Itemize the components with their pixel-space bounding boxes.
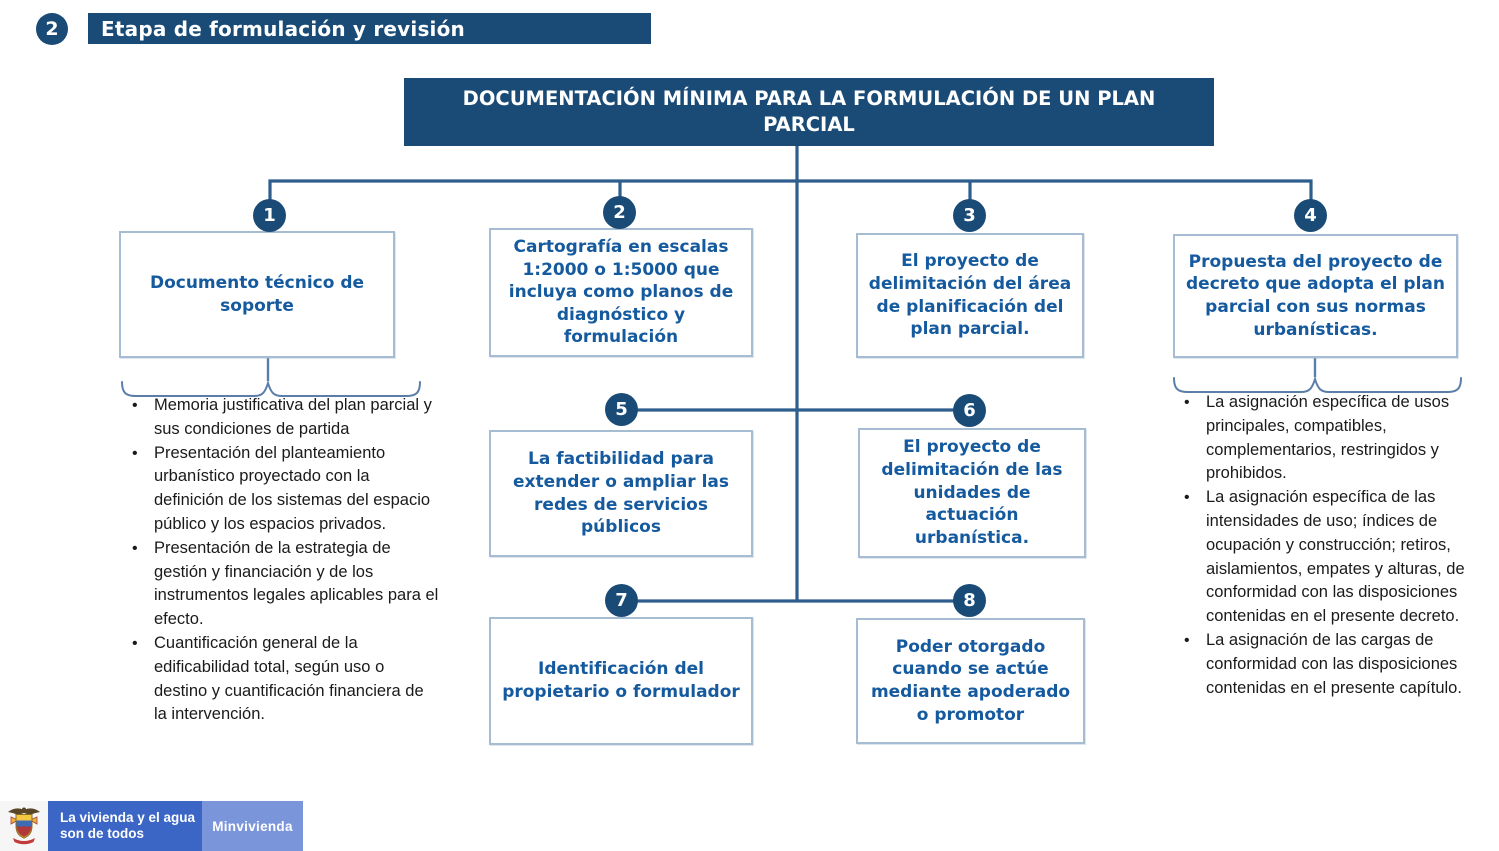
colombia-coat-of-arms-icon <box>6 805 42 847</box>
list-item: • La asignación específica de usos principales, compatibles, complementarios, restringidos y prohibidos. <box>1176 391 1482 486</box>
bullet-icon <box>1184 486 1190 510</box>
diagram-title: DOCUMENTACIÓN MÍNIMA PARA LA FORMULACIÓN DE UN PLAN PARCIAL <box>462 86 1156 136</box>
node-8-label: Poder otorgado cuando se actúe mediante apoderado o promotor <box>870 636 1071 725</box>
bullet-icon <box>132 632 138 656</box>
detail-list-right <box>1176 391 1482 700</box>
list-item: • Memoria justificativa del plan parcial y sus condiciones de partida <box>124 394 440 442</box>
node-6-box <box>858 428 1086 558</box>
node-6-label: El proyecto de delimitación de las unidades de actuación urbanística. <box>881 437 1063 548</box>
ministry-name: Minvivienda <box>212 818 293 834</box>
footer-ministry-block <box>202 801 303 851</box>
list-item: • La asignación específica de las intensidades de uso; índices de ocupación y construcción; retiros, aislamientos, empates y alturas, de conformidad con las disposiciones contenidas en el presente decreto. <box>1176 486 1482 629</box>
node-1-circle: 1 <box>253 199 286 232</box>
slogan-line-2: son de todos <box>60 826 144 841</box>
node-3-label: El proyecto de delimitación del área de planificación del plan parcial. <box>868 251 1072 340</box>
top-bar-line <box>270 181 1311 200</box>
bullet-icon <box>132 442 138 466</box>
bullet-icon <box>1184 391 1190 415</box>
node-2-label: Cartografía en escalas 1:2000 o 1:5000 que incluya como planos de diagnóstico y formulación <box>508 236 734 348</box>
node-8-circle: 8 <box>953 584 986 617</box>
footer-logo-block <box>0 801 48 851</box>
node-7-label: Identificación del propietario o formulador <box>502 659 740 702</box>
footer-slogan-block <box>48 801 202 851</box>
bullet-icon <box>132 394 138 418</box>
node-1-label: Documento técnico de soporte <box>149 272 365 316</box>
node-7-circle: 7 <box>605 584 638 617</box>
node-4-label: Propuesta del proyecto de decreto que adopta el plan parcial con sus normas urbanísticas. <box>1186 251 1445 340</box>
node-3-box <box>856 233 1084 358</box>
diagram-title-box <box>404 78 1214 146</box>
list-item: • Cuantificación general de la edificabilidad total, según uso o destino y cuantificación financiera de la intervención. <box>124 632 440 727</box>
node-7-box <box>489 617 753 745</box>
node-2-circle: 2 <box>603 196 636 229</box>
node-6-circle: 6 <box>953 394 986 427</box>
bullet-icon <box>132 537 138 561</box>
step-number-badge: 2 <box>36 13 68 45</box>
right-brace <box>1174 378 1461 392</box>
node-4-box <box>1173 234 1458 358</box>
node-3-circle: 3 <box>953 199 986 232</box>
stage-title-bar <box>88 13 651 44</box>
list-item: • La asignación de las cargas de conformidad con las disposiciones contenidas en el presente capítulo. <box>1176 629 1482 700</box>
detail-list-left <box>124 394 440 727</box>
node-5-label: La factibilidad para extender o ampliar las redes de servicios públicos <box>512 449 730 538</box>
bullet-icon <box>1184 629 1190 653</box>
node-4-circle: 4 <box>1294 199 1327 232</box>
node-5-box <box>489 430 753 557</box>
slogan-line-1: La vivienda y el agua <box>60 810 196 825</box>
node-1-box <box>119 231 395 358</box>
stage-title: Etapa de formulación y revisión <box>101 16 465 41</box>
node-8-box <box>856 618 1085 744</box>
node-5-circle: 5 <box>605 393 638 426</box>
list-item: • Presentación del planteamiento urbanístico proyectado con la definición de los sistemas del espacio público y los espacios privados. <box>124 442 440 537</box>
node-2-box <box>489 228 753 357</box>
list-item: • Presentación de la estrategia de gestión y financiación y de los instrumentos legales aplicables para el efecto. <box>124 537 440 632</box>
